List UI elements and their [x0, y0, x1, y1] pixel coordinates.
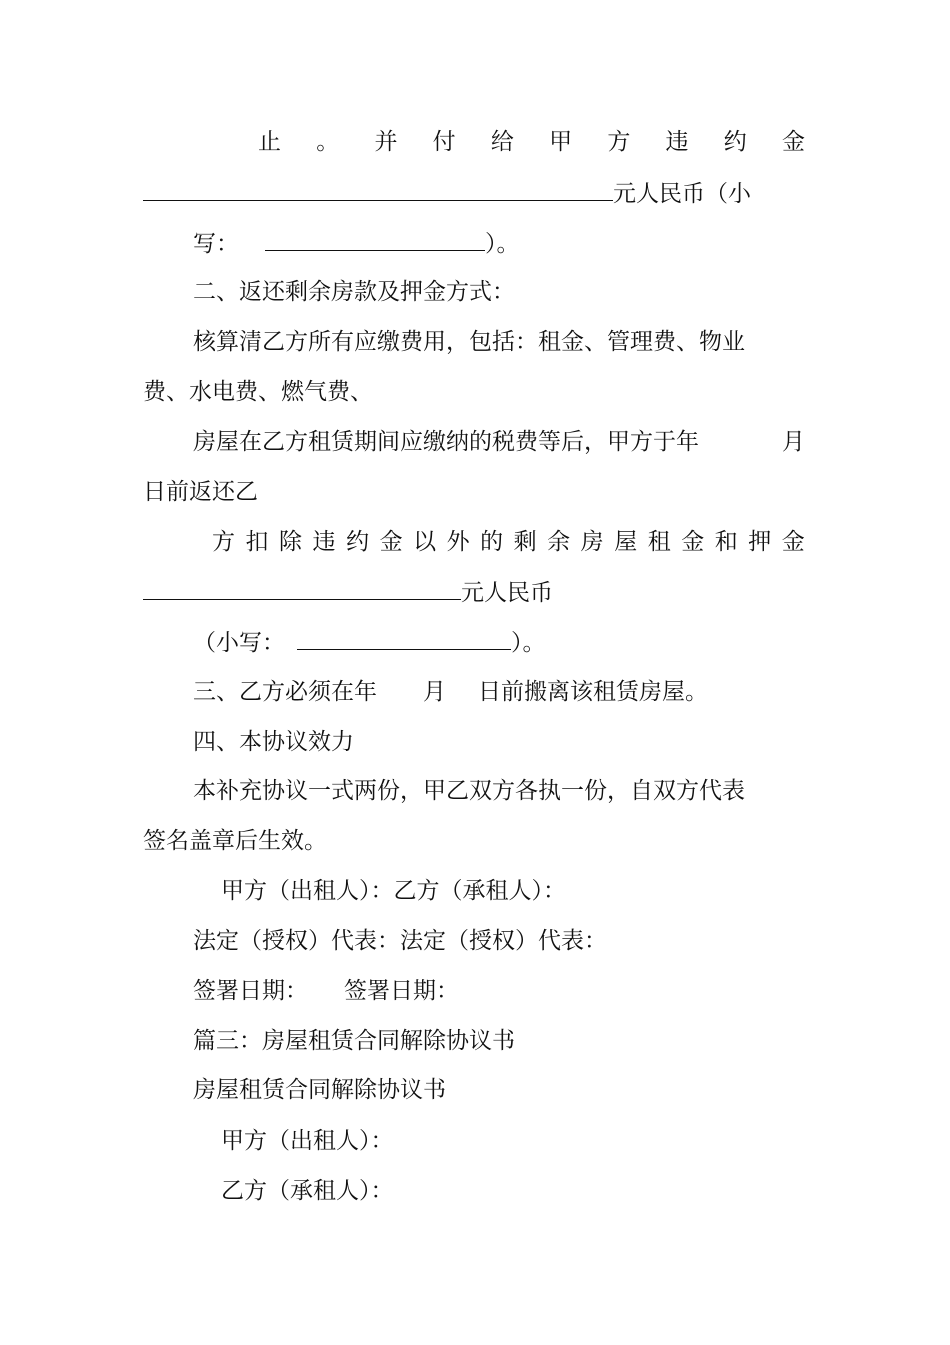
refund-lowercase-blank[interactable]	[297, 627, 511, 650]
char: 金	[781, 529, 805, 555]
penalty-lowercase-blank[interactable]	[265, 228, 485, 251]
text: 月	[782, 429, 805, 455]
paragraph-line: 日前返还乙	[143, 479, 258, 505]
text: ）。	[511, 630, 546, 656]
text: 三、乙方必须在年	[193, 679, 377, 705]
char: 剩	[513, 529, 537, 555]
section-heading-3	[193, 677, 708, 707]
text: 月	[423, 679, 446, 705]
text: （小写：	[193, 630, 285, 656]
signature-representatives: 法定（授权）代表：法定（授权）代表：	[193, 928, 607, 954]
char: 外	[446, 529, 470, 555]
char: 金	[379, 529, 403, 555]
char: 金	[681, 529, 705, 555]
section-heading-4: 四、本协议效力	[193, 729, 354, 755]
text: 签署日期：	[344, 978, 459, 1004]
char: 。	[316, 129, 340, 155]
signature-parties: 甲方（出租人）：乙方（承租人）：	[221, 878, 566, 904]
char: 止	[258, 129, 281, 155]
text: 签署日期：	[193, 978, 308, 1004]
char: 甲	[549, 129, 573, 155]
char: 余	[547, 529, 571, 555]
char: 约	[723, 129, 747, 155]
party-b-line: 乙方（承租人）：	[221, 1178, 394, 1204]
text: 写：	[193, 231, 239, 257]
party-a-line: 甲方（出租人）：	[221, 1128, 394, 1154]
char: 以	[413, 529, 437, 555]
line-refund-lowercase	[193, 627, 546, 658]
char: 的	[480, 529, 504, 555]
line-penalty-payment	[258, 127, 805, 157]
line-refund-amount	[143, 577, 553, 608]
char: 违	[665, 129, 689, 155]
section-heading-2: 二、返还剩余房款及押金方式：	[193, 279, 515, 305]
paragraph-line: 核算清乙方所有应缴费用，包括：租金、管理费、物业	[193, 329, 745, 355]
char: 方	[607, 129, 631, 155]
paragraph-line	[193, 427, 805, 457]
char: 约	[346, 529, 370, 555]
line-penalty-amount	[143, 178, 751, 209]
char: 扣	[245, 529, 269, 555]
char: 违	[312, 529, 336, 555]
char: 付	[432, 129, 456, 155]
signature-dates	[193, 976, 459, 1006]
text: 房屋在乙方租赁期间应缴纳的税费等后，甲方于年	[193, 429, 699, 455]
char: 并	[374, 129, 398, 155]
paragraph-line: 本补充协议一式两份，甲乙双方各执一份，自双方代表	[193, 778, 745, 804]
text: ）。	[485, 231, 520, 257]
char: 金	[781, 129, 805, 155]
char: 除	[279, 529, 303, 555]
penalty-amount-blank[interactable]	[143, 178, 613, 201]
char: 屋	[614, 529, 638, 555]
chapter-title: 篇三：房屋租赁合同解除协议书	[193, 1028, 515, 1054]
refund-amount-blank[interactable]	[143, 577, 461, 600]
document-title: 房屋租赁合同解除协议书	[193, 1077, 446, 1103]
paragraph-line: 费、水电费、燃气费、	[143, 379, 373, 405]
char: 和	[714, 529, 738, 555]
line-refund-justified	[212, 527, 805, 557]
text: 元人民币	[461, 580, 553, 606]
char: 房	[580, 529, 604, 555]
char: 方	[212, 529, 235, 555]
paragraph-line: 签名盖章后生效。	[143, 828, 327, 854]
char: 租	[647, 529, 671, 555]
char: 押	[748, 529, 772, 555]
char: 给	[490, 129, 514, 155]
text: 日前搬离该租赁房屋。	[478, 679, 708, 705]
text: 元人民币（小	[613, 181, 751, 207]
line-penalty-lowercase	[193, 228, 520, 259]
